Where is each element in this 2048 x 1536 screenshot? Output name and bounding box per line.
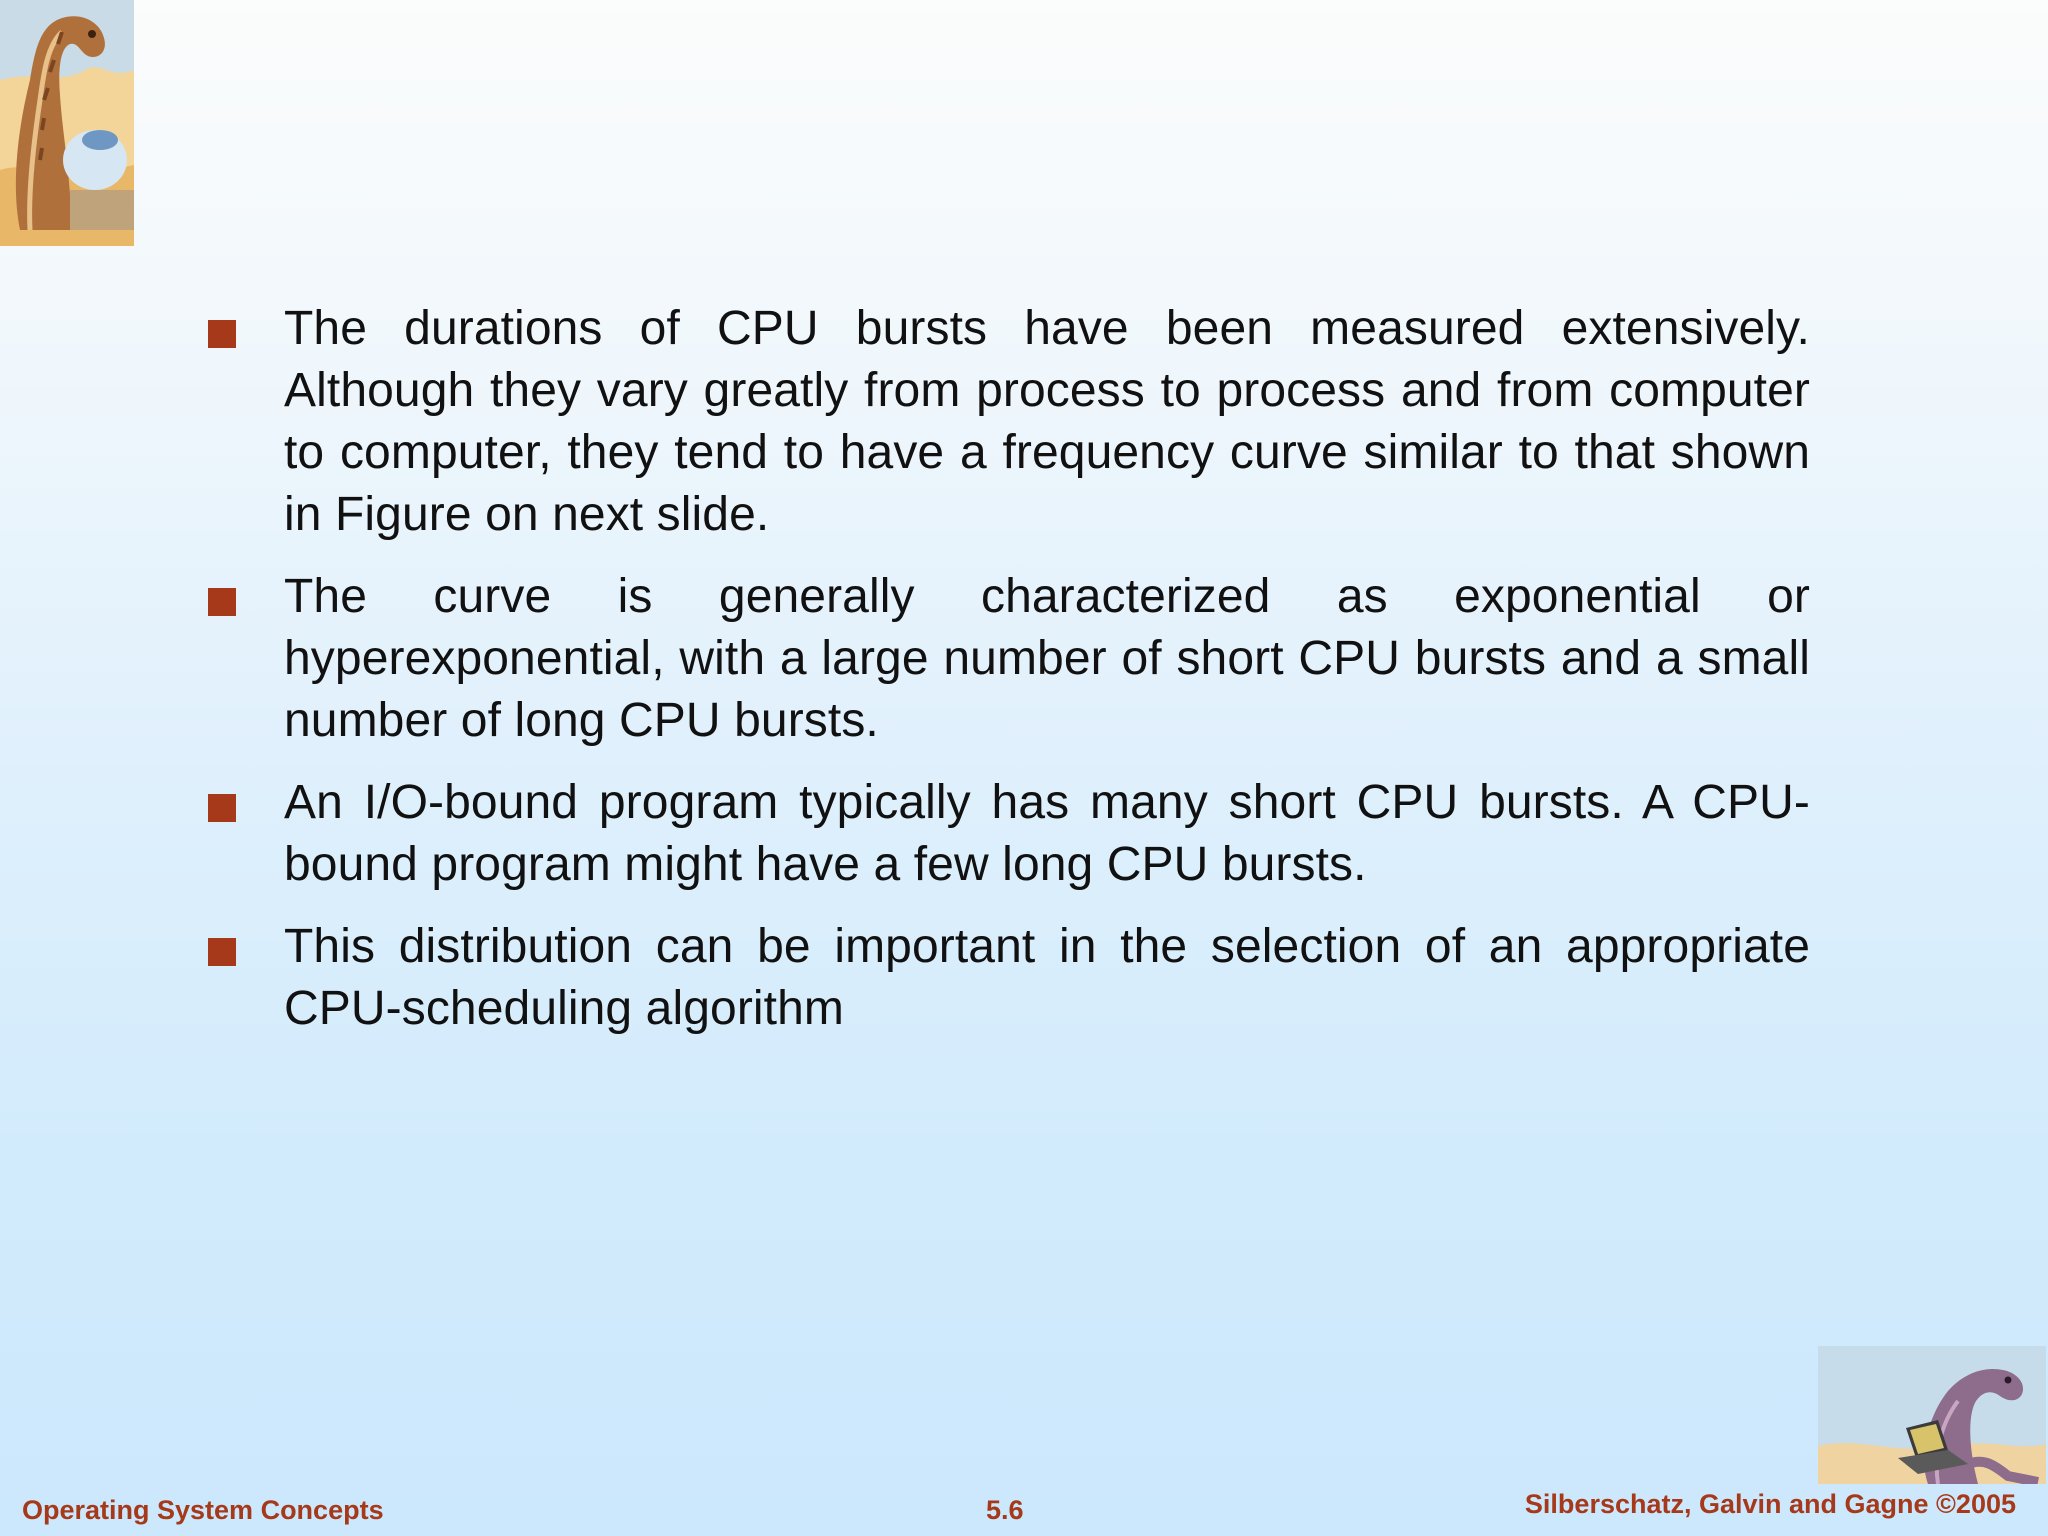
bullet-list bbox=[208, 298, 1810, 1060]
dinosaur-reading-illustration bbox=[0, 0, 134, 246]
footer-slide-number: 5.6 bbox=[986, 1495, 1024, 1525]
bullet-text: The curve is generally characterized as exponential or hyperexponential, with a large number of short CPU bursts and a small number of long CPU bursts. bbox=[284, 570, 1810, 747]
dinosaur-laptop-illustration bbox=[1818, 1346, 2046, 1484]
square-bullet-icon bbox=[208, 938, 236, 966]
bullet-text: An I/O-bound program typically has many short CPU bursts. A CPU-bound program might have a few long CPU bursts. bbox=[284, 776, 1810, 891]
square-bullet-icon bbox=[208, 588, 236, 616]
bullet-text: This distribution can be important in the selection of an appropriate CPU-scheduling algorithm bbox=[284, 920, 1810, 1035]
footer-copyright: Silberschatz, Galvin and Gagne ©2005 bbox=[1524, 1489, 2016, 1519]
square-bullet-icon bbox=[208, 320, 236, 348]
square-bullet-icon bbox=[208, 794, 236, 822]
list-item bbox=[208, 566, 1810, 752]
footer-book-title: Operating System Concepts bbox=[22, 1495, 384, 1525]
bullet-text: The durations of CPU bursts have been measured extensively. Although they vary greatly from process to process and from computer to computer, they tend to have a frequency curve similar to that shown in Figure on next slide. bbox=[284, 302, 1810, 541]
list-item bbox=[208, 772, 1810, 896]
list-item bbox=[208, 298, 1810, 546]
list-item bbox=[208, 916, 1810, 1040]
